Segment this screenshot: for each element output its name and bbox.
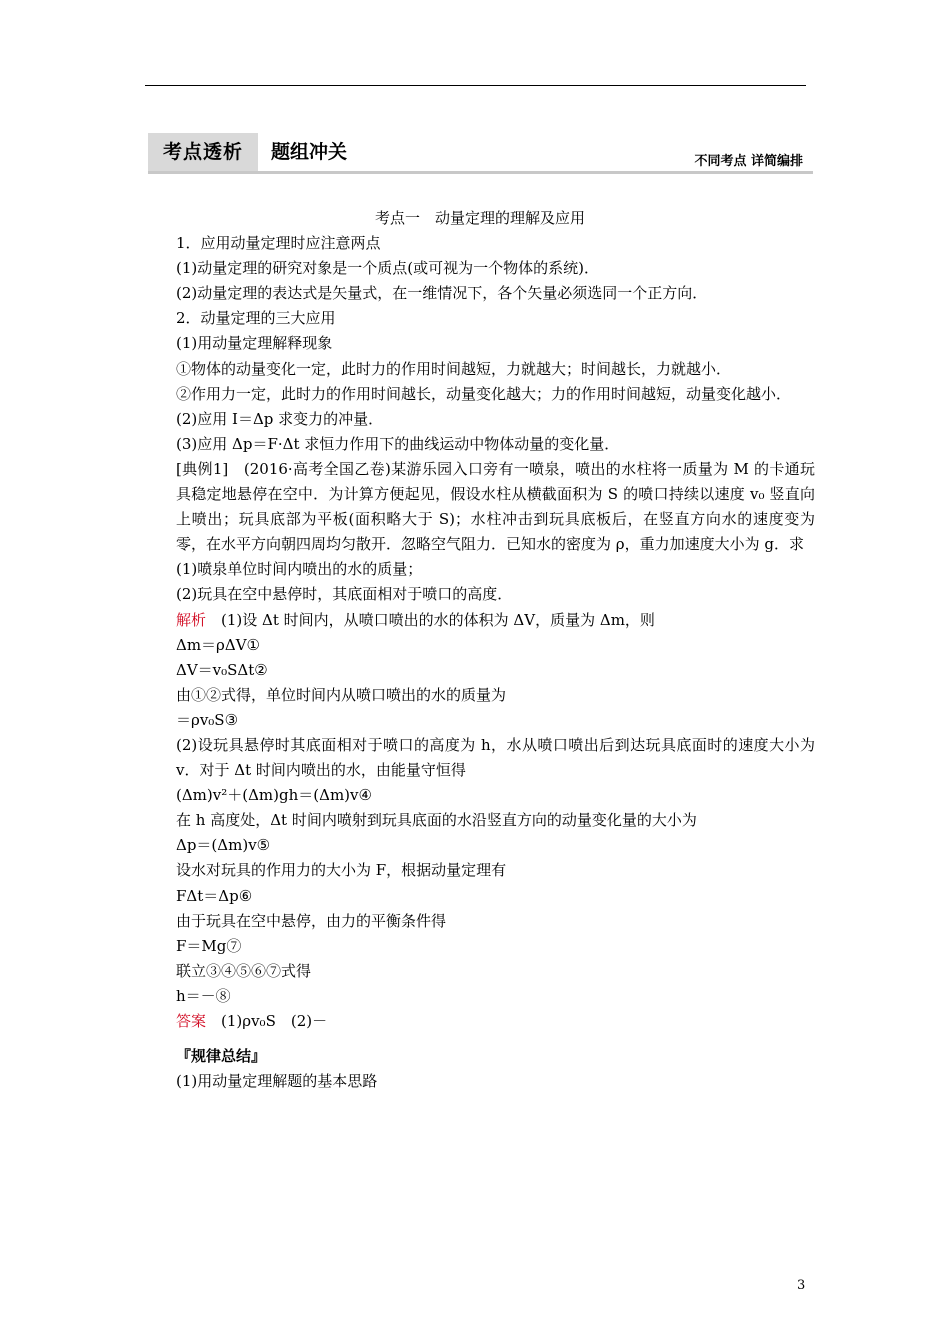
equation: FΔt＝Δp⑥ <box>176 886 253 905</box>
equation: (Δm)v²＋(Δm)gh＝(Δm)v④ <box>176 786 372 805</box>
solution-intro <box>145 608 815 633</box>
example-question-2: (2)玩具在空中悬停时，其底面相对于喷口的高度． <box>176 585 513 604</box>
solution-step: 由①②式得，单位时间内从喷口喷出的水的质量为 <box>176 685 507 704</box>
answer-label: 答案 <box>176 1012 207 1030</box>
top-rule <box>145 85 806 86</box>
equation: Δp＝(Δm)v⑤ <box>176 836 271 855</box>
text-line: (1)动量定理的研究对象是一个质点(或可视为一个物体的系统)． <box>176 259 599 278</box>
example-problem: [典例1] (2016·高考全国乙卷)某游乐园入口旁有一喷泉，喷出的水柱将一质量为 M 的卡通玩具稳定地悬停在空中．为计算方便起见，假设水柱从横截面积为 S 的喷口持续以速度 v₀ 竖直向上喷出；玩具底部为平板(面积略大于 S)；水柱冲击到玩具底板后，在竖直方向水的速度变为零，在水平方向朝四周均匀散开．忽略空气阻力．已知水的密度为 ρ，重力加速度大小为 g．求 <box>176 459 815 554</box>
equation: ΔV＝v₀SΔt② <box>176 660 268 679</box>
solution-first-line: (1)设 Δt 时间内，从喷口喷出的水的体积为 ΔV，质量为 Δm，则 <box>206 610 655 629</box>
solution-paragraph: (2)设玩具悬停时其底面相对于喷口的高度为 h，水从喷口喷出后到达玩具底面时的速度大小为 v．对于 Δt 时间内喷出的水，由能量守恒得 <box>176 735 815 780</box>
text-paragraph: ②作用力一定，此时力的作用时间越长，动量变化越大；力的作用时间越短，动量变化越小． <box>176 384 792 403</box>
solution-step: 联立③④⑤⑥⑦式得 <box>176 961 312 980</box>
section-header-band <box>148 133 813 175</box>
equation: Δm＝ρΔV① <box>176 635 260 654</box>
header-subtitle: 题组冲关 <box>271 141 348 163</box>
solution-step: 由于玩具在空中悬停，由力的平衡条件得 <box>176 911 447 930</box>
solution-label: 解析 <box>176 610 207 629</box>
example-question-1: (1)喷泉单位时间内喷出的水的质量； <box>176 560 423 579</box>
text-line: 2．动量定理的三大应用 <box>176 309 336 328</box>
header-note: 不同考点 详简编排 <box>694 154 803 169</box>
document-body <box>145 206 815 1094</box>
header-tag: 考点透析 <box>148 133 258 171</box>
summary-title: 『规律总结』 <box>176 1047 267 1066</box>
equation: ＝ρv₀S③ <box>176 710 239 729</box>
text-line: ①物体的动量变化一定，此时力的作用时间越短，力就越大；时间越长，力就越小． <box>176 359 732 378</box>
page-number: 3 <box>797 1278 806 1293</box>
summary-line: (1)用动量定理解题的基本思路 <box>176 1072 378 1091</box>
header-underline <box>148 171 813 174</box>
section-title: 考点一 动量定理的理解及应用 <box>374 209 585 227</box>
equation: F＝Mg⑦ <box>176 936 242 955</box>
equation: h＝－⑧ <box>176 986 231 1005</box>
answer-text: (1)ρv₀S (2)－ <box>206 1012 328 1030</box>
solution-step: 设水对玩具的作用力的大小为 F，根据动量定理有 <box>176 861 507 880</box>
text-line: (2)动量定理的表达式是矢量式，在一维情况下，各个矢量必须选同一个正方向． <box>176 284 708 303</box>
text-line: (1)用动量定理解释现象 <box>176 334 333 353</box>
answer-line <box>145 1009 815 1034</box>
text-line: (3)应用 Δp＝F·Δt 求恒力作用下的曲线运动中物体动量的变化量． <box>176 434 620 453</box>
text-line: (2)应用 I＝Δp 求变力的冲量． <box>176 409 384 428</box>
solution-step: 在 h 高度处，Δt 时间内喷射到玩具底面的水沿竖直方向的动量变化量的大小为 <box>176 811 697 830</box>
text-line: 1．应用动量定理时应注意两点 <box>176 234 381 253</box>
